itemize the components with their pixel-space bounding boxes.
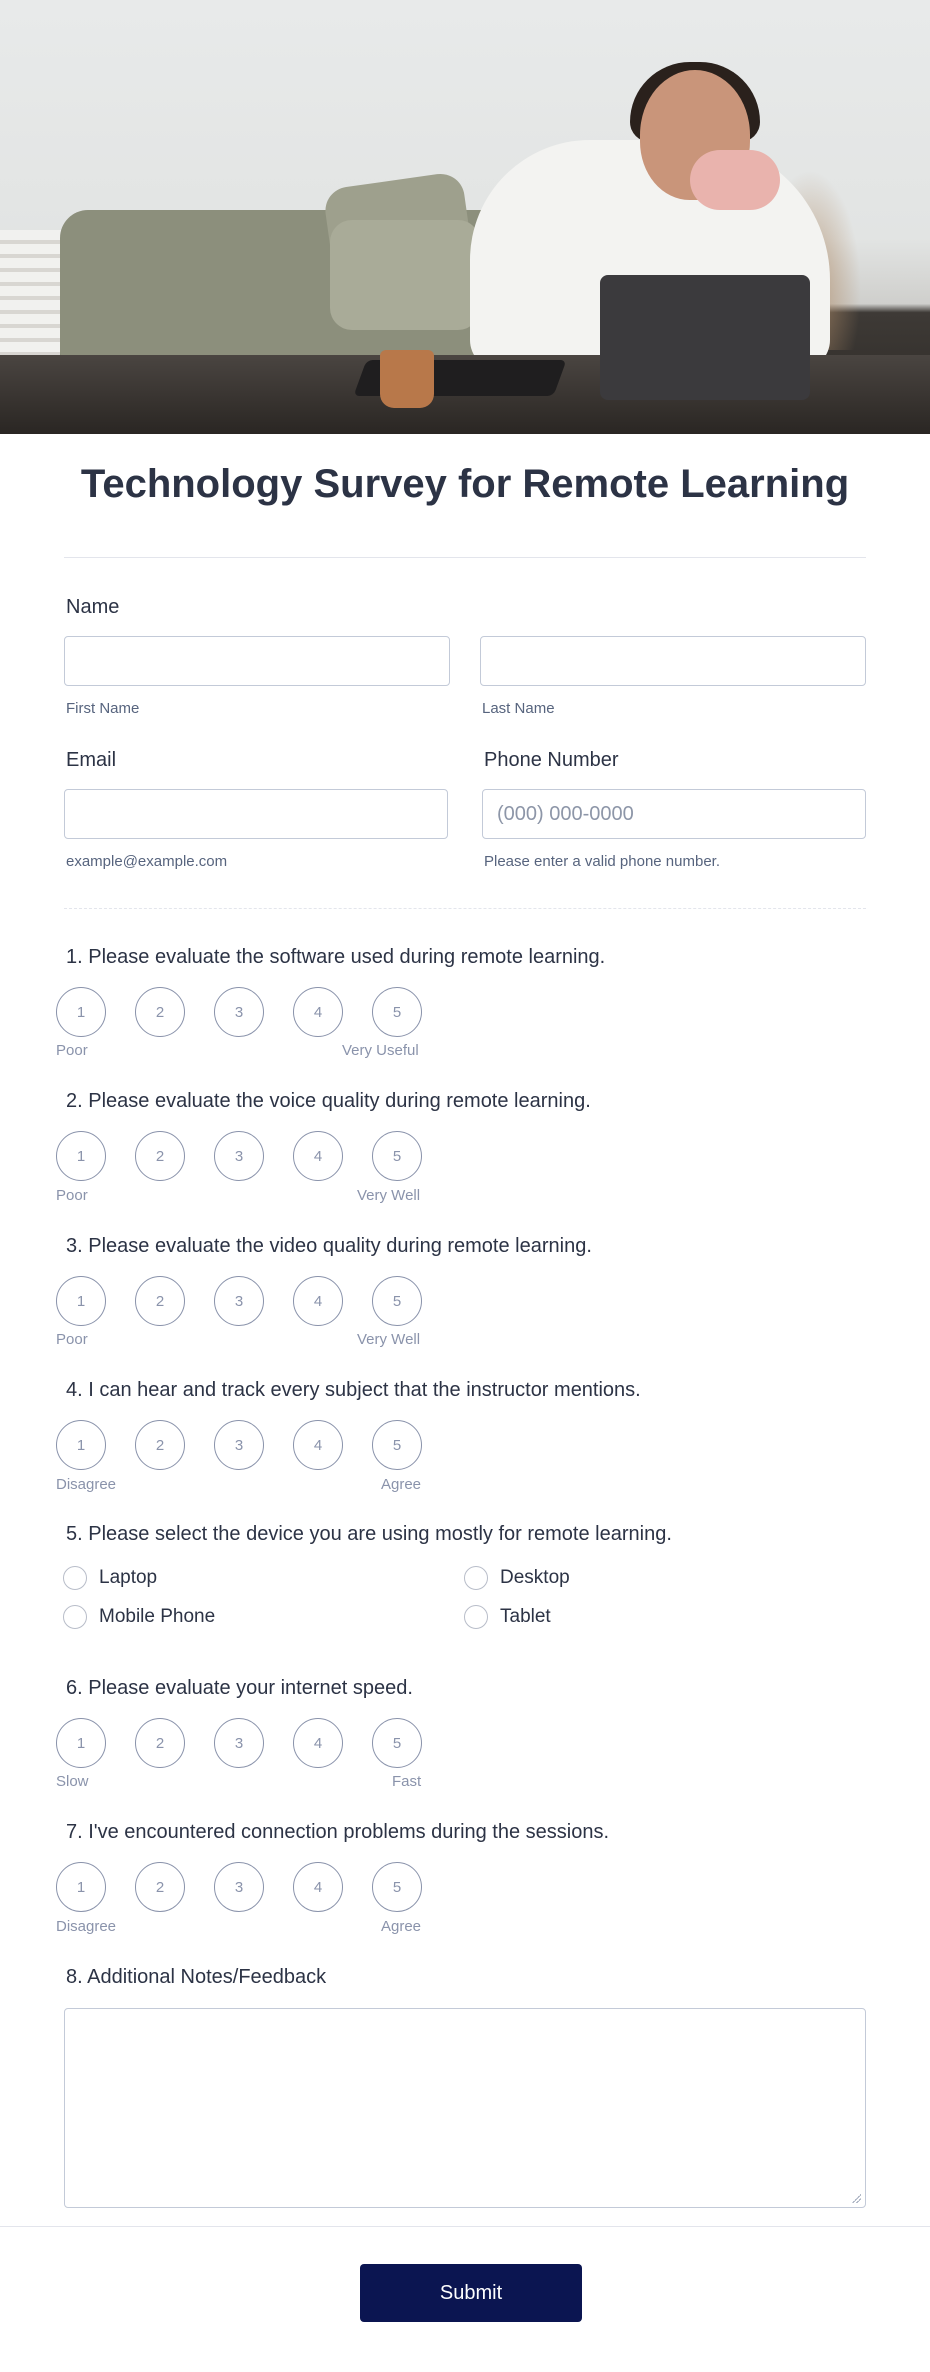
rating-scale-4	[56, 1420, 436, 1470]
rating-option[interactable]: 1	[56, 1862, 106, 1912]
name-label: Name	[66, 596, 120, 618]
scale-low-label: Poor	[56, 1042, 88, 1059]
hero-child	[690, 150, 780, 210]
radio-label: Laptop	[99, 1567, 158, 1588]
section-divider	[64, 908, 866, 909]
phone-sublabel: Please enter a valid phone number.	[484, 853, 720, 870]
scale-low-label: Disagree	[56, 1918, 117, 1935]
rating-option[interactable]: 1	[56, 987, 106, 1037]
last-name-sublabel: Last Name	[482, 700, 555, 717]
rating-option[interactable]: 2	[135, 1420, 185, 1470]
scale-low-label: Disagree	[56, 1476, 117, 1493]
scale-high-label: Agree	[381, 1476, 422, 1493]
email-label: Email	[66, 749, 117, 771]
rating-scale-1	[56, 987, 436, 1037]
email-input[interactable]	[64, 789, 448, 839]
radio-circle[interactable]	[63, 1566, 87, 1590]
rating-option[interactable]: 4	[293, 1420, 343, 1470]
radio-option-mobile-phone[interactable]	[63, 1605, 215, 1629]
rating-option[interactable]: 3	[214, 1862, 264, 1912]
scale-high-label: Very Useful	[342, 1042, 419, 1059]
page-title: Technology Survey for Remote Learning	[80, 462, 850, 506]
question-7: 7. I've encountered connection problems during the sessions.	[66, 1821, 610, 1843]
scale-low-label: Poor	[56, 1187, 88, 1204]
rating-scale-6	[56, 1718, 436, 1768]
rating-option[interactable]: 2	[135, 1131, 185, 1181]
rating-option[interactable]: 1	[56, 1131, 106, 1181]
question-1: 1. Please evaluate the software used during remote learning.	[66, 946, 606, 968]
radio-circle[interactable]	[63, 1605, 87, 1629]
rating-option[interactable]: 2	[135, 987, 185, 1037]
first-name-sublabel: First Name	[66, 700, 140, 717]
question-6: 6. Please evaluate your internet speed.	[66, 1677, 413, 1699]
rating-option[interactable]: 3	[214, 987, 264, 1037]
radio-label: Mobile Phone	[99, 1606, 216, 1627]
rating-option[interactable]: 4	[293, 1276, 343, 1326]
hero-cushion	[330, 220, 480, 330]
radio-circle[interactable]	[464, 1605, 488, 1629]
submit-button[interactable]: Submit	[360, 2264, 582, 2322]
rating-option[interactable]: 3	[214, 1420, 264, 1470]
scale-low-label: Poor	[56, 1331, 88, 1348]
radio-circle[interactable]	[464, 1566, 488, 1590]
rating-option[interactable]: 5	[372, 987, 422, 1037]
footer-divider	[0, 2226, 930, 2227]
scale-high-label: Agree	[381, 1918, 422, 1935]
feedback-textarea[interactable]	[64, 2008, 866, 2208]
title-divider	[64, 557, 866, 558]
radio-option-desktop[interactable]	[464, 1566, 570, 1590]
rating-option[interactable]: 4	[293, 987, 343, 1037]
rating-option[interactable]: 5	[372, 1862, 422, 1912]
rating-option[interactable]: 3	[214, 1276, 264, 1326]
rating-option[interactable]: 4	[293, 1862, 343, 1912]
hero-image	[0, 0, 930, 434]
rating-option[interactable]: 4	[293, 1718, 343, 1768]
rating-scale-2	[56, 1131, 436, 1181]
radio-option-tablet[interactable]	[464, 1605, 551, 1629]
question-8: 8. Additional Notes/Feedback	[66, 1966, 327, 1988]
rating-option[interactable]: 3	[214, 1131, 264, 1181]
email-sublabel: example@example.com	[66, 853, 228, 870]
rating-option[interactable]: 2	[135, 1862, 185, 1912]
rating-option[interactable]: 5	[372, 1131, 422, 1181]
radio-label: Desktop	[500, 1567, 570, 1588]
question-2: 2. Please evaluate the voice quality during remote learning.	[66, 1090, 591, 1112]
scale-high-label: Very Well	[357, 1187, 421, 1204]
question-5: 5. Please select the device you are using mostly for remote learning.	[66, 1523, 672, 1545]
rating-option[interactable]: 5	[372, 1276, 422, 1326]
rating-option[interactable]: 2	[135, 1276, 185, 1326]
phone-input[interactable]	[482, 789, 866, 839]
question-4: 4. I can hear and track every subject that the instructor mentions.	[66, 1379, 641, 1401]
radio-option-laptop[interactable]	[63, 1566, 157, 1590]
radio-label: Tablet	[500, 1606, 551, 1627]
hero-cup	[380, 350, 434, 408]
rating-option[interactable]: 1	[56, 1276, 106, 1326]
scale-high-label: Fast	[392, 1773, 422, 1790]
question-3: 3. Please evaluate the video quality during remote learning.	[66, 1235, 592, 1257]
first-name-input[interactable]	[64, 636, 450, 686]
rating-option[interactable]: 5	[372, 1420, 422, 1470]
resize-handle-icon[interactable]	[851, 2193, 861, 2203]
hero-laptop	[600, 275, 810, 400]
rating-option[interactable]: 1	[56, 1718, 106, 1768]
rating-option[interactable]: 2	[135, 1718, 185, 1768]
scale-low-label: Slow	[56, 1773, 89, 1790]
last-name-input[interactable]	[480, 636, 866, 686]
rating-option[interactable]: 4	[293, 1131, 343, 1181]
rating-scale-3	[56, 1276, 436, 1326]
rating-option[interactable]: 5	[372, 1718, 422, 1768]
phone-label: Phone Number	[484, 749, 619, 771]
rating-scale-7	[56, 1862, 436, 1912]
rating-option[interactable]: 3	[214, 1718, 264, 1768]
scale-high-label: Very Well	[357, 1331, 421, 1348]
rating-option[interactable]: 1	[56, 1420, 106, 1470]
